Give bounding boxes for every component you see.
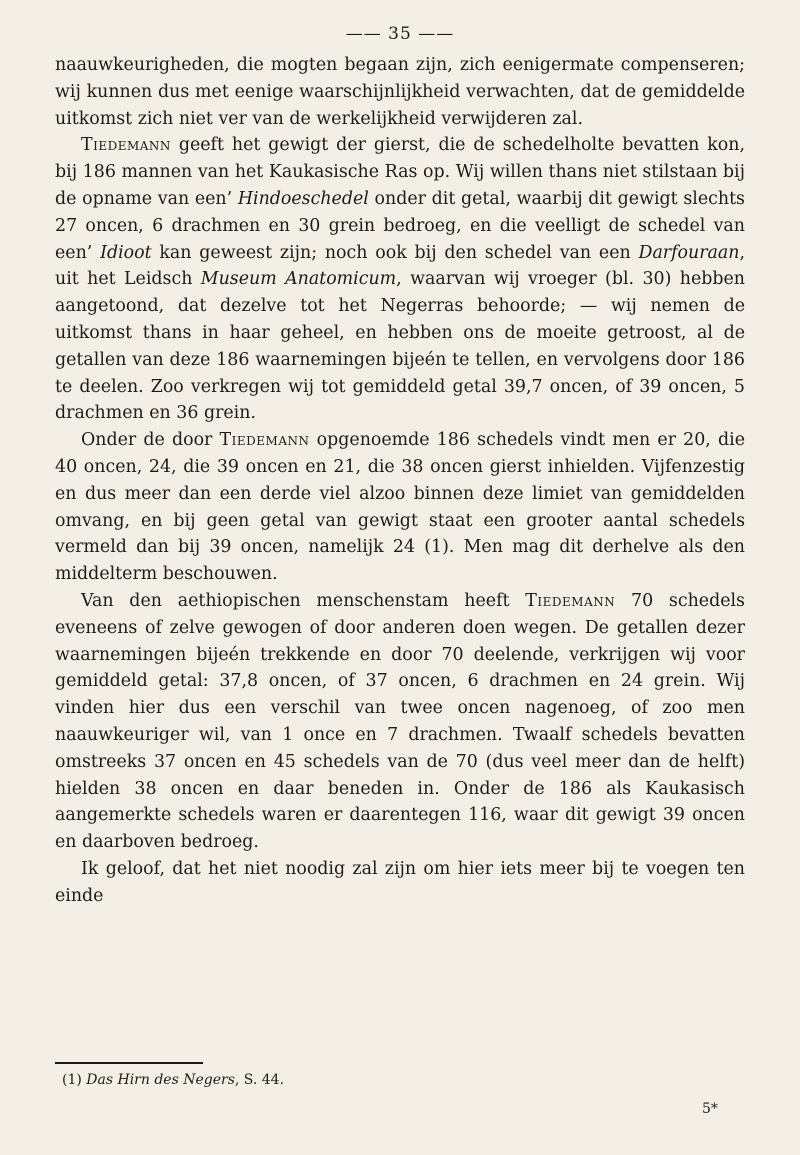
paragraph-4 bbox=[55, 588, 745, 856]
author-name-tiedemann: Tiedemann bbox=[81, 135, 171, 156]
paragraph-2-text-d: , uit het Leidsch bbox=[55, 242, 746, 290]
paragraph-2-text-b: onder dit getal, waarbij dit gewigt slechts 27 oncen, 6 drachmen en 30 grein bedroeg, en die veelligt de schedel van een’ bbox=[55, 188, 745, 263]
paragraph-3 bbox=[55, 427, 745, 588]
footnote-divider bbox=[55, 1062, 203, 1064]
footnote bbox=[62, 1070, 742, 1090]
author-name-tiedemann: Tiedemann bbox=[219, 430, 310, 451]
italic-museum-anatomicum: Museum Anatomicum bbox=[200, 269, 397, 290]
author-name-tiedemann: Tiedemann bbox=[525, 590, 616, 611]
paragraph-2-text-a: geeft het gewigt der gierst, die de schedelholte bevatten kon, bij 186 mannen van het Kaukasische Ras op. Wij willen thans niet stilstaan bij de opname van een’ bbox=[55, 135, 745, 209]
paragraph-5-text: Ik geloof, dat het niet noodig zal zijn om hier iets meer bij te voegen ten einde bbox=[55, 858, 745, 906]
paragraph-2-text-e: , waarvan wij vroeger (bl. 30) hebben aangetoond, dat dezelve tot het Negerras behoorde; — wij nemen de uitkomst thans in haar geheel, en hebben ons de moeite getroost, al de getallen van deze 186 waarnemingen bijeén te tellen, en vervolgens door 186 te deelen. Zoo verkregen wij tot gemiddeld getal 39,7 oncen, of 39 oncen, 5 drachmen en 36 grein. bbox=[55, 269, 745, 424]
paragraph-5 bbox=[55, 856, 745, 910]
footnote-marker: (1) bbox=[62, 1072, 87, 1088]
footnote-title: Das Hirn des Negers bbox=[86, 1072, 235, 1088]
paragraph-3-text-b: opgenoemde 186 schedels vindt men er 20, die 40 oncen, 24, die 39 oncen en 21, die 38 oncen gierst inhielden. Vijfenzestig en dus meer dan een derde viel alzoo binnen deze limiet van gemiddelden omvang, en bij geen getal van gewigt staat een grooter aantal schedels vermeld dan bij 39 oncen, namelijk 24 (1). Men mag dit derhelve als den middelterm beschouwen. bbox=[55, 430, 746, 585]
paragraph-1-text: naauwkeurigheden, die mogten begaan zijn, zich eenigermate compenseren; wij kunnen dus met eenige waarschijnlijkheid verwachten, dat de gemiddelde uitkomst zich niet ver van de werkelijkheid verwijderen zal. bbox=[55, 55, 745, 129]
paragraph-2 bbox=[55, 132, 745, 427]
italic-hindoeschedel: Hindoeschedel bbox=[237, 188, 369, 209]
paragraph-4-text-a: Van den aethiopischen menschenstam heeft bbox=[81, 590, 526, 611]
footnote-reference: , S. 44. bbox=[234, 1072, 285, 1088]
italic-darfouraan: Darfouraan bbox=[638, 242, 740, 263]
paragraph-2-text-c: kan geweest zijn; noch ook bij den schedel van een bbox=[151, 242, 639, 263]
body-text bbox=[55, 52, 745, 910]
paragraph-1 bbox=[55, 52, 745, 132]
paragraph-4-text-b: 70 schedels eveneens of zelve gewogen of door anderen doen wegen. De getallen dezer waarnemingen bijeén trekkende en door 70 deelende, verkrijgen wij voor gemiddeld getal: 37,8 oncen, of 37 oncen, 6 drachmen en 24 grein. Wij vinden hier dus een verschil van twee oncen nagenoeg, of zoo men naauwkeuriger wil, van 1 once en 7 drachmen. Twaalf schedels bevatten omstreeks 37 oncen en 45 schedels van de 70 (dus veel meer dan de helft) hielden 38 oncen en daar beneden in. Onder de 186 als Kaukasisch aangemerkte schedels waren er daarentegen 116, waar dit gewigt 39 oncen en daarboven bedroeg. bbox=[55, 590, 745, 853]
signature-mark: 5* bbox=[702, 1101, 718, 1117]
paragraph-3-text-a: Onder de door bbox=[81, 430, 220, 451]
page-number-header: —— 35 —— bbox=[345, 24, 455, 44]
italic-idioot: Idioot bbox=[100, 242, 152, 263]
